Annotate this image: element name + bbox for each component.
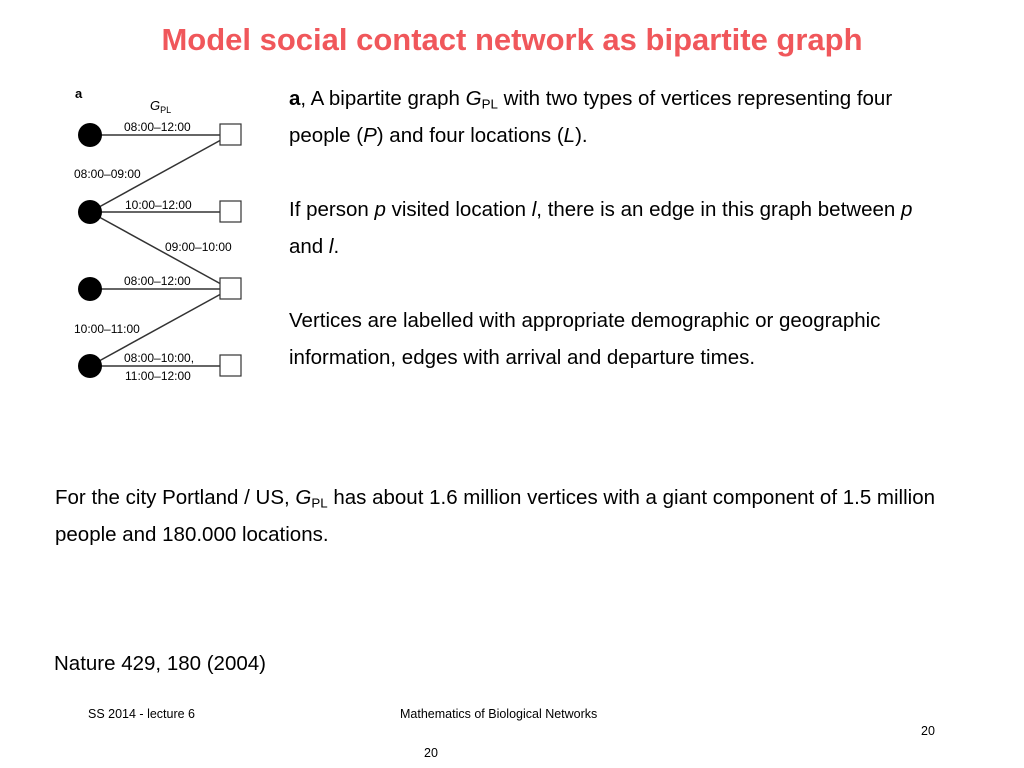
page-number-bottom: 20 xyxy=(424,746,438,760)
bipartite-graph-figure xyxy=(66,82,266,392)
edge-label-6: 10:00–11:00 xyxy=(74,322,140,336)
panel-label: a xyxy=(75,86,83,101)
slide-title: Model social contact network as bipartite graph xyxy=(161,22,863,57)
person-vertex-3 xyxy=(78,277,102,301)
page-number: 20 xyxy=(921,724,935,738)
description-paragraph-2: If person p visited location l, there is an edge in this graph between p and l. xyxy=(289,198,913,258)
description-paragraph-1: a, A bipartite graph $G_{PL}$ with two types of vertices representing four people (P) and four locations (L). xyxy=(289,87,893,147)
person-vertex-2 xyxy=(78,200,102,224)
description-paragraph-3: Vertices are labelled with appropriate demographic or geographic information, edges with arrival and departure times. xyxy=(289,309,881,369)
edge-label-7a: 08:00–10:00, xyxy=(124,351,195,365)
edge-label-1: 08:00–12:00 xyxy=(124,120,191,134)
edge-label-5: 08:00–12:00 xyxy=(124,274,191,288)
footer-lecture: SS 2014 - lecture 6 xyxy=(88,707,196,721)
person-vertex-4 xyxy=(78,354,102,378)
location-vertex-1 xyxy=(220,124,241,145)
portland-statement: For the city Portland / US, $G_{PL}$ has about 1.6 million vertices with a giant component of 1.5 million people and 180.000 locations. xyxy=(55,486,936,546)
edge-label-3: 10:00–12:00 xyxy=(125,198,192,212)
location-vertex-4 xyxy=(220,355,241,376)
graph-label: $G_{PL}$ xyxy=(150,98,172,115)
edge-label-7b: 11:00–12:00 xyxy=(125,369,191,383)
figure-description xyxy=(289,80,919,376)
location-vertex-3 xyxy=(220,278,241,299)
citation: Nature 429, 180 (2004) xyxy=(54,652,266,675)
location-vertex-2 xyxy=(220,201,241,222)
footer-course-title: Mathematics of Biological Networks xyxy=(400,707,598,721)
person-vertex-1 xyxy=(78,123,102,147)
edge-label-4: 09:00–10:00 xyxy=(165,240,232,254)
edge-label-2: 08:00–09:00 xyxy=(74,167,141,181)
